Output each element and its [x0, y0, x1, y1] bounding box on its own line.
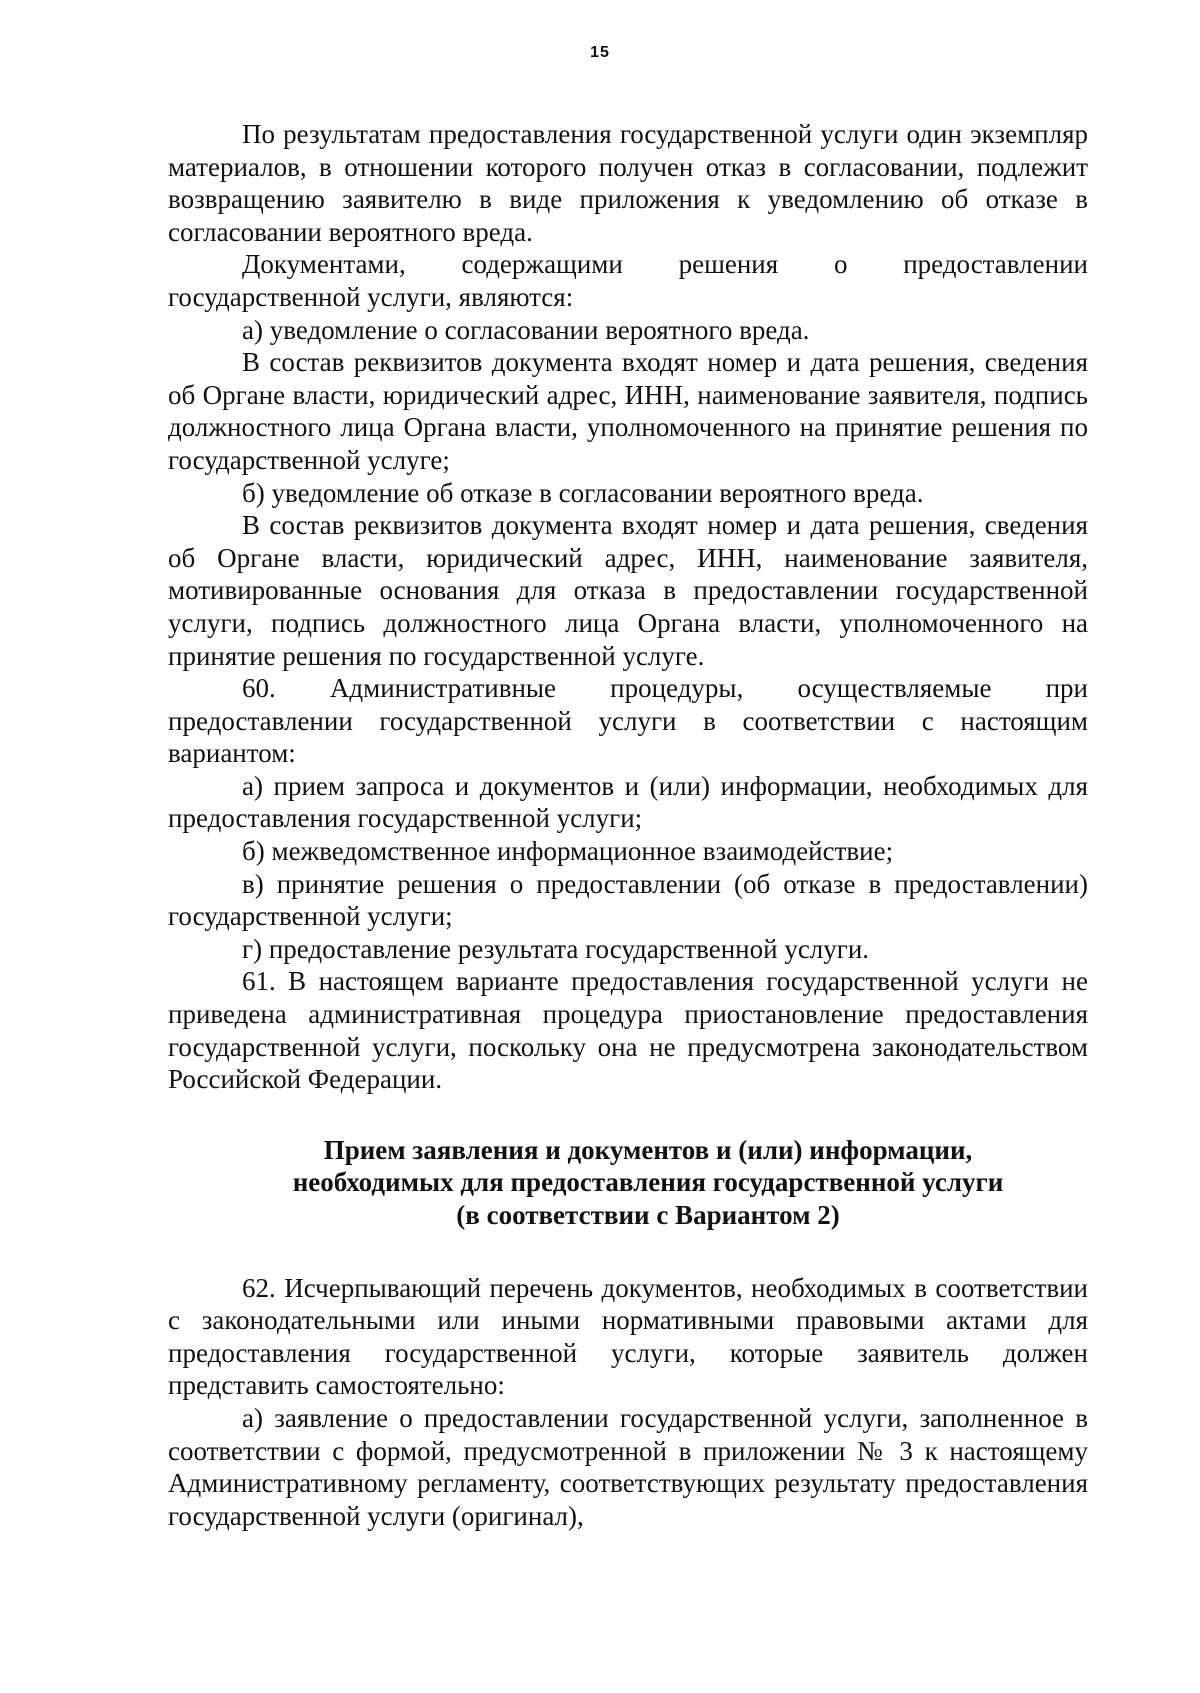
paragraph-62-documents-list: 62. Исчерпывающий перечень документов, необходимых в соответствии с законодательными или иными нормативными правовыми актами для предоставления государственной услуги, которые заявитель должен представить самостоятельно:	[168, 1272, 1088, 1401]
list-item-g-result: г) предоставление результата государственной услуги.	[242, 933, 870, 964]
spacer	[168, 1232, 1088, 1272]
section-heading	[168, 1134, 1088, 1232]
paragraph-approval-requisites: В состав реквизитов документа входят номер и дата решения, сведения об Органе власти, юридический адрес, ИНН, наименование заявителя, подпись должностного лица Органа власти, уполномоченного на принятие решения по государственной услуге;	[168, 347, 1088, 475]
list-item-a-request-intake: а) прием запроса и документов и (или) информации, необходимых для предоставления государственной услуги;	[168, 770, 1088, 834]
paragraph-return-materials: По результатам предоставления государственной услуги один экземпляр материалов, в отношении которого получен отказ в согласовании, подлежит возвращению заявителю в виде приложения к уведомлению об отказе в согласовании вероятного вреда.	[168, 119, 1088, 247]
list-item-v-decision: в) принятие решения о предоставлении (об отказе в предоставлении) государственной услуги;	[168, 868, 1088, 932]
paragraph-refusal-requisites: В состав реквизитов документа входят номер и дата решения, сведения об Органе власти, юридический адрес, ИНН, наименование заявителя, мотивированные основания для отказа в предоставлении государственной услуги, подпись должностного лица Органа власти, уполномоченного на принятие решения по государственной услуге.	[168, 510, 1088, 671]
paragraph-61-suspension: 61. В настоящем варианте предоставления государственной услуги не приведена административная процедура приостановление предоставления государственной услуги, поскольку она не предусмотрена законодательством Российской Федерации.	[168, 966, 1088, 1095]
paragraph-result-documents: Документами, содержащими решения о предоставлении государственной услуги, являются:	[168, 249, 1088, 312]
list-item-a-approval-notice: а) уведомление о согласовании вероятного вреда.	[242, 314, 810, 345]
spacer	[168, 1096, 1088, 1134]
list-item-b-interagency: б) межведомственное информационное взаимодействие;	[242, 836, 894, 867]
section-heading-line-2: необходимых для предоставления государственной услуги	[292, 1167, 1004, 1198]
section-heading-line-1: Прием заявления и документов и (или) информации,	[323, 1134, 973, 1165]
paragraph-60-procedures: 60. Административные процедуры, осуществляемые при предоставлении государственной услуги в соответствии с настоящим вариантом:	[168, 673, 1088, 769]
list-item-b-refusal-notice: б) уведомление об отказе в согласовании вероятного вреда.	[242, 477, 924, 508]
document-body	[168, 118, 1088, 1532]
section-heading-line-3: (в соответствии с Вариантом 2)	[456, 1200, 840, 1230]
list-item-a-application: а) заявление о предоставлении государственной услуги, заполненное в соответствии с формой, предусмотренной в приложении № 3 к настоящему Административному регламенту, соответствующих результату предоставления государственной услуги (оригинал),	[168, 1402, 1088, 1531]
page-number: 15	[590, 44, 610, 61]
